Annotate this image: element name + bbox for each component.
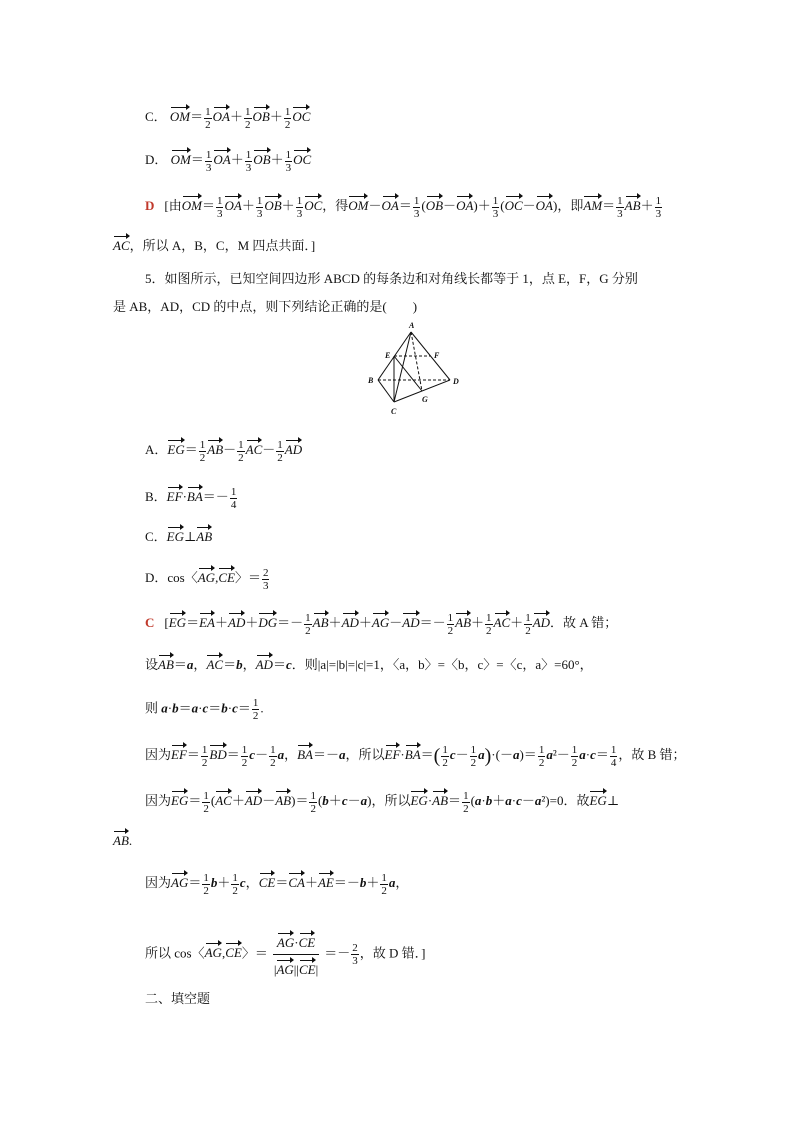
- answer-letter: D: [145, 198, 155, 213]
- answer-letter: C: [145, 615, 155, 630]
- q5-option-b: B．EF·BA＝－ $\frac{1}{4}$: [145, 485, 237, 511]
- prev-option-d: D． OM＝ $\frac{1}{3}$ OA＋ $\frac{1}{3}$ OB＋ $\frac{1}{3}$ OC: [145, 148, 312, 174]
- label-d: D: [453, 377, 459, 386]
- q5-solution-line7: 因为AG＝ $\frac{1}{2}$ b＋ $\frac{1}{2}$ c，CE＝CA＋AE＝－b＋ $\frac{1}{2}$ a，: [145, 871, 409, 897]
- q5-stem-line1: 5．如图所示，已知空间四边形 ABCD 的每条边和对角线长都等于 1，点 E，F，G 分别: [145, 271, 638, 286]
- tetrahedron-figure: [364, 320, 464, 425]
- q5-option-a: A．EG＝ $\frac{1}{2}$ AB－ $\frac{1}{2}$ AC－ $\frac{1}{2}$ AD: [145, 438, 303, 464]
- prev-solution-line1: D [由OM＝ $\frac{1}{3}$ OA＋ $\frac{1}{3}$ OB＋ $\frac{1}{3}$ OC，得OM－OA＝ $\frac{1}{3}$ (OB－OA)＋ $\frac{1}{3}$ (OC－OA)，即AM＝ $\frac{1}{3}$ AB＋ $\frac{1}{3}$: [145, 194, 662, 220]
- label-f: F: [434, 351, 440, 360]
- q5-solution-line3: 则 a·b＝a·c＝b·c＝ $\frac{1}{2}$ .: [145, 697, 264, 722]
- segment-ag: [411, 332, 422, 391]
- q5-stem-line2: 是 AB，AD，CD 的中点，则下列结论正确的是( ): [113, 299, 418, 314]
- prev-solution-line2: AC，所以 A，B，C，M 四点共面．]: [113, 233, 315, 255]
- label-b: B: [368, 376, 374, 385]
- q5-solution-line2: 设AB＝a，AC＝b，AD＝c．则|a|=|b|=|c|=1，〈a，b〉=〈b，c〉=〈c，a〉=60°，: [145, 652, 593, 674]
- q5-solution-line5: 因为EG＝ $\frac{1}{2}$ (AC＋AD－AB)＝ $\frac{1}{2}$ (b＋c－a)，所以EG·AB＝ $\frac{1}{2}$ (a·b＋a·c－a²)=0．故EG⊥: [145, 789, 620, 815]
- q5-option-d: D．cos〈AG,CE〉＝ $\frac{2}{3}$: [145, 566, 269, 592]
- label-a: A: [409, 321, 415, 330]
- q5-solution-line1: C [EG＝EA＋AD＋DG＝－ $\frac{1}{2}$ AB＋AD＋AG－AD＝－ $\frac{1}{2}$ AB＋ $\frac{1}{2}$ AC＋ $\frac{1}{2}$ AD．故 A 错；: [145, 611, 618, 637]
- prev-option-c: C． OM＝ $\frac{1}{2}$ OA＋ $\frac{1}{2}$ OB＋ $\frac{1}{2}$ OC: [145, 105, 311, 131]
- edge-bc: [378, 380, 394, 402]
- q5-solution-line4: 因为EF＝ $\frac{1}{2}$ BD＝ $\frac{1}{2}$ c－ $\frac{1}{2}$ a，BA＝－a，所以EF·BA＝( $\frac{1}{2}$ c－ $\frac{1}{2}$ a)·(－a)＝ $\frac{1}{2}$ a²－ $\frac{1}{2}$ a·c＝ $\frac{1}{4}$ ，故 B 错；: [145, 743, 686, 769]
- q5-option-c: C．EG⊥AB: [145, 524, 212, 546]
- q5-solution-line6: AB.: [113, 828, 132, 850]
- label-c: C: [391, 407, 397, 416]
- label-g: G: [422, 395, 428, 404]
- section-heading: 二、填空题: [145, 992, 211, 1007]
- label-e: E: [385, 351, 391, 360]
- q5-solution-line8: 所以 cos〈AG,CE〉＝ $\frac{AG\cdot CE}{|AG||CE|}$ ＝－ $\frac{2}{3}$ ，故 D 错．]: [145, 930, 425, 979]
